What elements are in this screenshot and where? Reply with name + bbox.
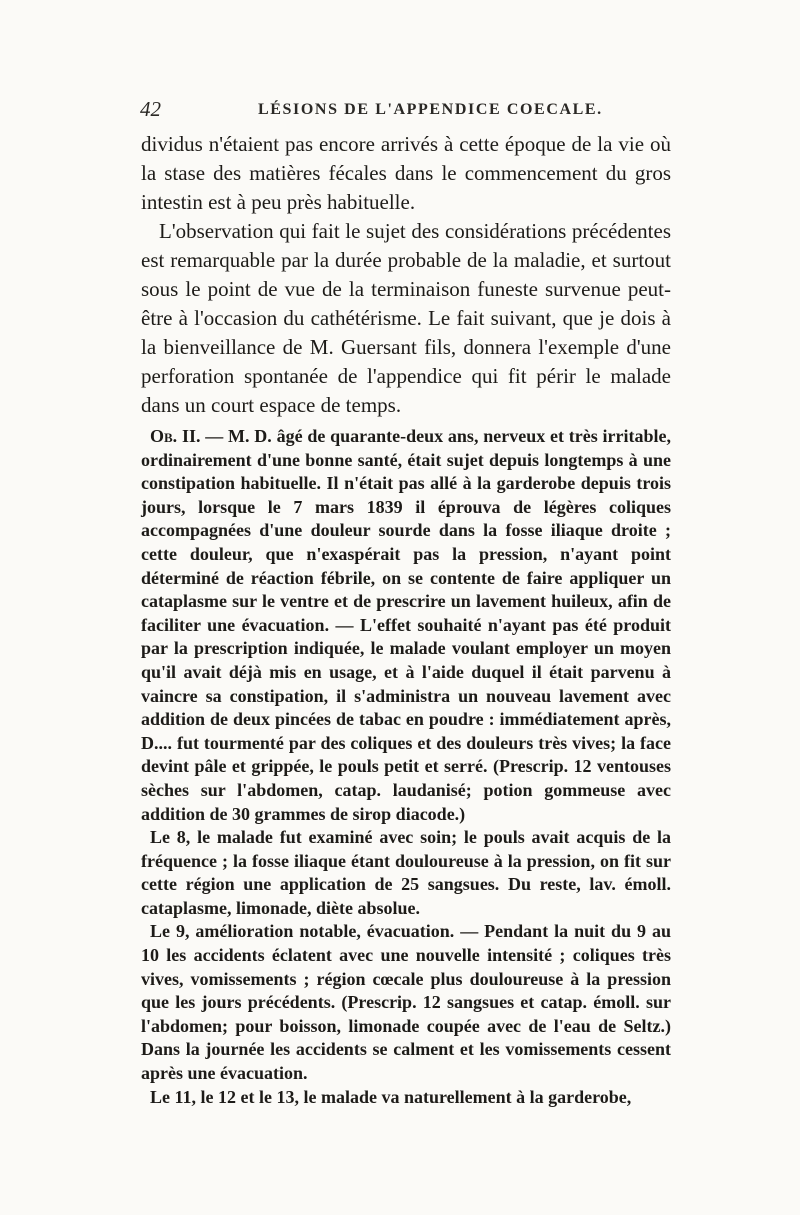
observation-label: Ob. II. <box>150 426 201 446</box>
page-number: 42 <box>140 97 161 121</box>
paragraph-day-9: Le 9, amélioration notable, évacuation. — Pendant la nuit du 9 au 10 les accidents éclatent avec une nouvelle intensité ; coliques très vives, vomissements ; région cœcale plus douloureuse à la pression que les jours précédents. (Prescrip. 12 sangsues et catap. émoll. sur l'abdomen; pour boisson, limonade coupée avec de l'eau de Seltz.) Dans la journée les accidents se calment et les vomissements cessent après une évacuation. <box>141 921 671 1084</box>
paragraph-day-11: Le 11, le 12 et le 13, le malade va naturellement à la garderobe, <box>150 1086 632 1107</box>
observation-text: — M. D. âgé de quarante-deux ans, nerveux et très irritable, ordinairement d'une bonne santé, était sujet depuis longtemps à une constipation habituelle. Il n'était pas allé à la garderobe depuis trois jours, lorsque le 7 mars 1839 il éprouva de légères coliques accompagnées d'une douleur sourde dans la fosse iliaque droite ; cette douleur, que n'exaspérait pas la pression, n'ayant point déterminé de réaction fébrile, on se contente de faire appliquer un cataplasme sur le ventre et de prescrire un lavement huileux, afin de faciliter une évacuation. — L'effet souhaité n'ayant pas été produit par la prescription indiquée, le malade voulant employer un moyen qu'il avait déjà mis en usage, et à l'aide duquel il était parvenu à vaincre sa constipation, il s'administra un nouveau lavement avec addition de deux pincées de tabac en poudre : immédiatement après, D.... fut tourmenté par des coliques et des douleurs très vives; la face devint pâle et grippée, le pouls petit et serré. (Prescrip. 12 ventouses sèches sur l'abdomen, catap. laudanisé; potion gommeuse avec addition de 30 grammes de sirop diacode.) <box>141 426 671 824</box>
observation-paragraph <box>141 425 671 826</box>
paragraph-continuation: dividus n'étaient pas encore arrivés à cette époque de la vie où la stase des matières fécales dans le commencement du gros intestin est à peu près habituelle. <box>141 132 671 214</box>
running-header <box>140 97 670 123</box>
paragraph-day-8: Le 8, le malade fut examiné avec soin; le pouls avait acquis de la fréquence ; la fosse iliaque étant douloureuse à la pression, on fit sur cette région une application de 25 sangsues. Du reste, lav. émoll. cataplasme, limonade, diète absolue. <box>141 827 671 918</box>
paragraph-commentary: L'observation qui fait le sujet des considérations précédentes est remarquable par la durée probable de la maladie, et surtout sous le point de vue de la terminaison funeste survenue peut-être à l'occasion du cathétérisme. Le fait suivant, que je dois à la bienveillance de M. Guersant fils, donnera l'exemple d'une perforation spontanée de l'appendice qui fit périr le malade dans un court espace de temps. <box>141 219 671 417</box>
running-title: LÉSIONS DE L'APPENDICE COECALE. <box>258 101 603 118</box>
text-block <box>141 130 671 1109</box>
